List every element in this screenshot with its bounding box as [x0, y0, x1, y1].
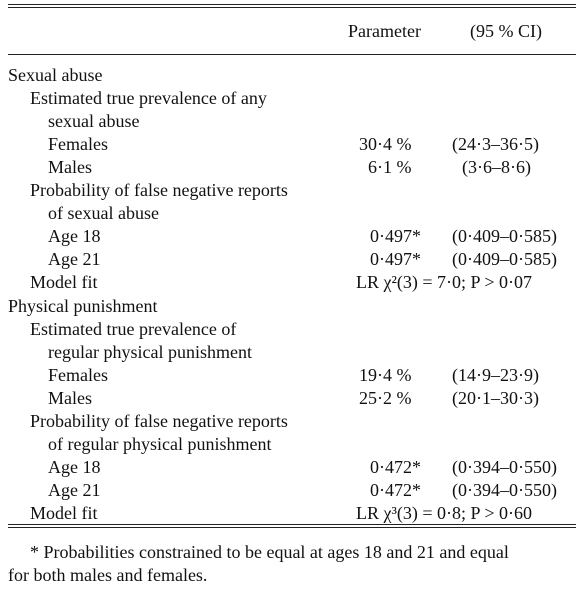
table-row [0, 456, 583, 479]
row-label: of regular physical punishment [48, 434, 272, 454]
row-label: Males [48, 157, 92, 177]
row-label: Model fit [30, 272, 98, 292]
row-label: Estimated true prevalence of any [30, 88, 267, 108]
table-row [0, 248, 583, 271]
footnote-line-2: for both males and females. [8, 565, 208, 585]
header-rule [8, 54, 576, 55]
model-fit-value: LR χ³(3) = 0·8; P > 0·60 [356, 503, 533, 523]
table-row [0, 202, 583, 225]
footnote-line-1: * Probabilities constrained to be equal at ages 18 and 21 and equal [30, 542, 509, 562]
table-top-rule [8, 4, 576, 5]
ci-value: (24·3–36·5) [452, 134, 539, 154]
ci-value: (0·409–0·585) [452, 226, 557, 246]
parameter-value: 19·4 % [359, 365, 412, 385]
row-label: sexual abuse [48, 111, 140, 131]
ci-value: (20·1–30·3) [452, 388, 539, 408]
table-top-rule-2 [8, 7, 576, 8]
model-fit-value: LR χ²(3) = 7·0; P > 0·07 [356, 272, 533, 292]
ci-value: (0·409–0·585) [452, 249, 557, 269]
parameter-value: 30·4 % [359, 134, 412, 154]
table-row [0, 318, 583, 341]
table-row [0, 410, 583, 433]
row-label: regular physical punishment [48, 342, 252, 362]
ci-value: (3·6–8·6) [462, 157, 531, 177]
row-label: Estimated true prevalence of [30, 319, 237, 339]
row-label: Probability of false negative reports [30, 411, 288, 431]
row-label: Age 21 [48, 249, 101, 269]
table-row [0, 133, 583, 156]
table-bottom-rule [8, 524, 576, 525]
row-label: Females [48, 365, 108, 385]
ci-value: (0·394–0·550) [452, 480, 557, 500]
parameter-value: 0·497* [370, 249, 421, 269]
table-row [0, 479, 583, 502]
section-title-row [0, 295, 583, 318]
row-label: Age 18 [48, 457, 101, 477]
parameter-value: 0·472* [370, 457, 421, 477]
parameter-value: 6·1 % [368, 157, 412, 177]
row-label: Age 18 [48, 226, 101, 246]
column-header-ci: (95 % CI) [470, 21, 542, 41]
ci-value: (14·9–23·9) [452, 365, 539, 385]
row-label: Probability of false negative reports [30, 180, 288, 200]
table-row [0, 271, 583, 294]
row-label: Model fit [30, 503, 98, 523]
table-footnote [8, 541, 580, 587]
table-row [0, 225, 583, 248]
table-bottom-rule-2 [8, 527, 576, 528]
column-header-parameter: Parameter [348, 21, 421, 41]
table-row [0, 502, 583, 525]
ci-value: (0·394–0·550) [452, 457, 557, 477]
table-row [0, 87, 583, 110]
section-title: Physical punishment [8, 296, 158, 316]
table-row [0, 364, 583, 387]
table-row [0, 341, 583, 364]
parameter-value: 0·472* [370, 480, 421, 500]
section-title: Sexual abuse [8, 65, 103, 85]
table-row [0, 110, 583, 133]
row-label: of sexual abuse [48, 203, 159, 223]
section-title-row [0, 64, 583, 87]
row-label: Females [48, 134, 108, 154]
table-row [0, 387, 583, 410]
row-label: Males [48, 388, 92, 408]
table-row [0, 156, 583, 179]
row-label: Age 21 [48, 480, 101, 500]
table-row [0, 179, 583, 202]
parameter-value: 25·2 % [359, 388, 412, 408]
parameter-value: 0·497* [370, 226, 421, 246]
table-row [0, 433, 583, 456]
